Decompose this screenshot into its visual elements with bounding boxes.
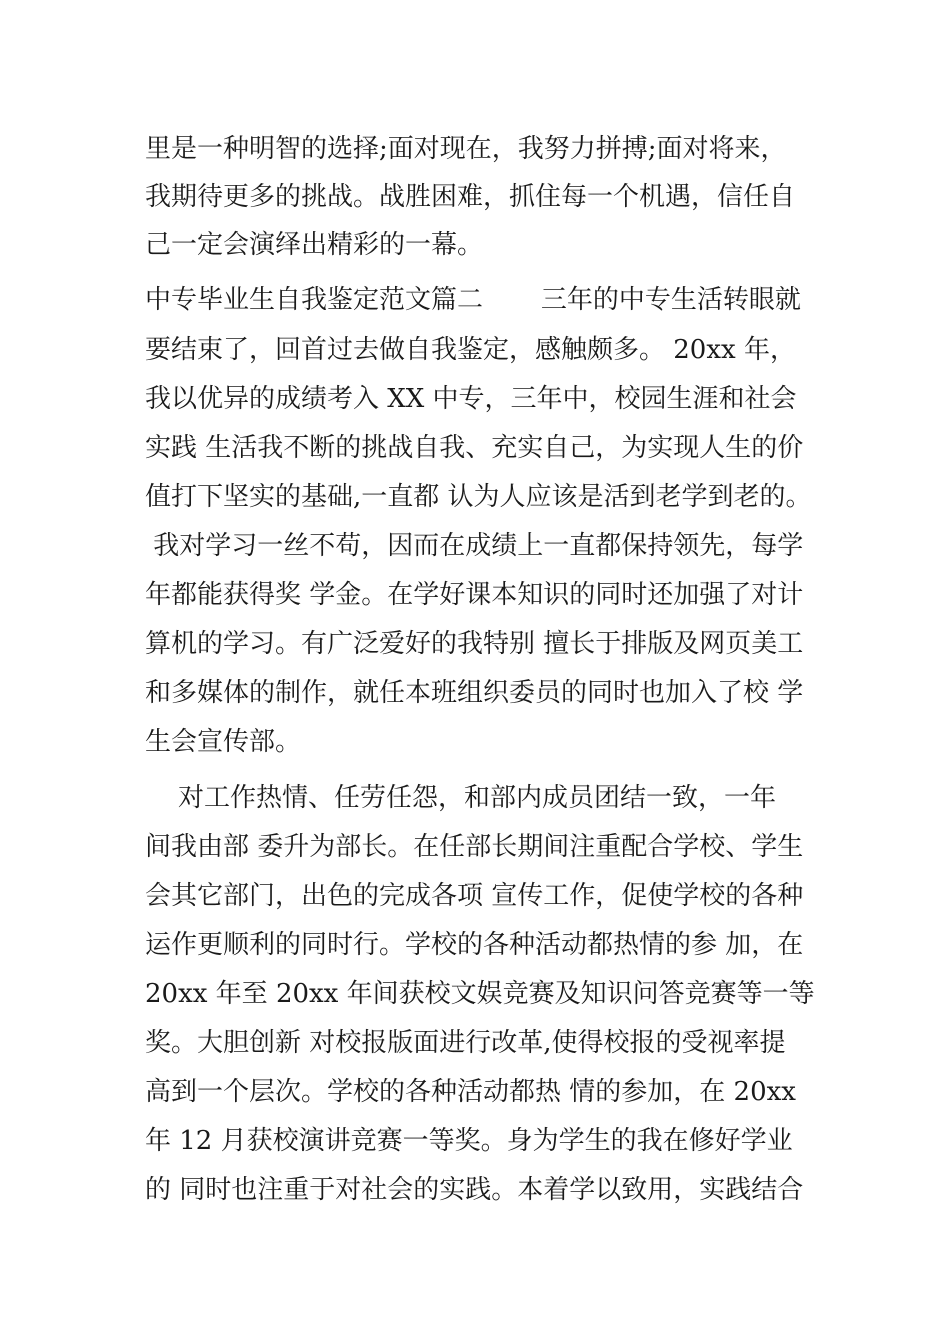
text-line: 我以优异的成绩考入 XX 中专，三年中，校园生涯和社会 — [145, 384, 797, 414]
text-line: 运作更顺利的同时行。学校的各种活动都热情的参 加，在 — [145, 930, 804, 960]
text-line: 值打下坚实的基础,一直都 认为人应该是活到老学到老的。 — [145, 482, 812, 512]
text-line: 奖。大胆创新 对校报版面进行改革,使得校报的受视率提 — [145, 1028, 786, 1058]
text-line: 和多媒体的制作，就任本班组织委员的同时也加入了校 学 — [145, 678, 804, 708]
text-line: 生会宣传部。 — [145, 727, 302, 757]
section-heading-line: 中专毕业生自我鉴定范文篇二 三年的中专生活转眼就 — [145, 285, 801, 315]
text-line: 里是一种明智的选择;面对现在，我努力拼搏;面对将来， — [145, 134, 787, 164]
text-line: 会其它部门，出色的完成各项 宣传工作，促使学校的各种 — [145, 881, 804, 911]
text-line: 算机的学习。有广泛爱好的我特别 擅长于排版及网页美工 — [145, 629, 804, 659]
text-line: 要结束了，回首过去做自我鉴定，感触颇多。 20xx 年， — [145, 335, 796, 365]
text-line: 高到一个层次。学校的各种活动都热 情的参加，在 20xx — [145, 1077, 796, 1107]
text-line: 我对学习一丝不苟，因而在成绩上一直都保持领先，每学 — [145, 531, 804, 561]
text-line: 年 12 月获校演讲竞赛一等奖。身为学生的我在修好学业 — [145, 1126, 793, 1156]
paragraph-start-line: 对工作热情、任劳任怨，和部内成员团结一致，一年 — [145, 783, 777, 813]
text-line: 年都能获得奖 学金。在学好课本知识的同时还加强了对计 — [145, 580, 804, 610]
text-line: 我期待更多的挑战。战胜困难，抓住每一个机遇，信任自 — [145, 182, 796, 212]
text-line: 实践 生活我不断的挑战自我、充实自己，为实现人生的价 — [145, 433, 804, 463]
text-line: 20xx 年至 20xx 年间获校文娱竞赛及知识问答竞赛等一等 — [145, 979, 815, 1009]
text-line: 间我由部 委升为部长。在任部长期间注重配合学校、学生 — [145, 832, 804, 862]
text-line: 己一定会演绎出精彩的一幕。 — [145, 230, 484, 260]
text-line: 的 同时也注重于对社会的实践。本着学以致用，实践结合 — [145, 1175, 804, 1205]
